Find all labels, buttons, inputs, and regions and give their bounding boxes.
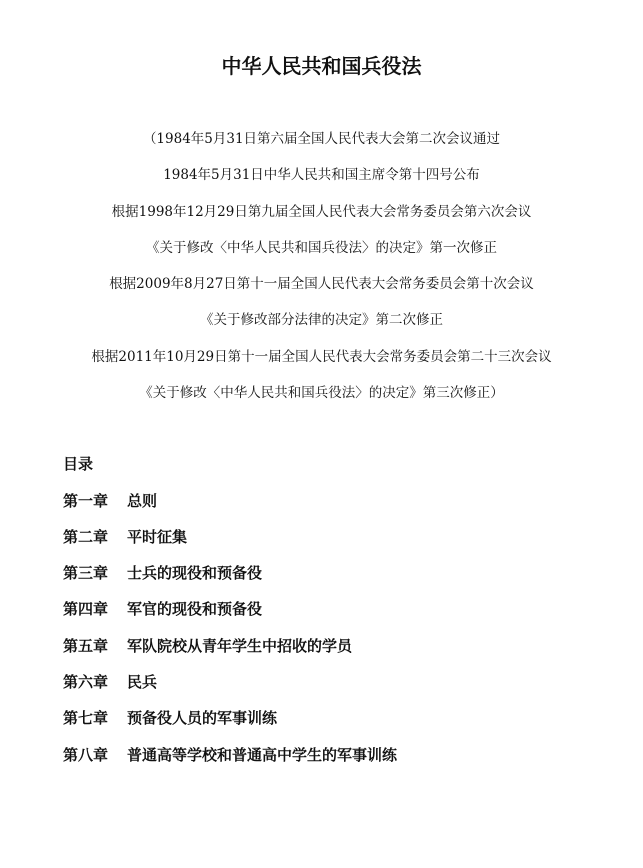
chapter-title: 普通高等学校和普通高中学生的军事训练 [127, 745, 398, 764]
history-line: 1984年5月31日中华人民共和国主席令第十四号公布 [163, 167, 480, 184]
toc-item[interactable] [63, 525, 603, 561]
chapter-title: 总则 [127, 491, 158, 510]
chapter-title: 平时征集 [127, 527, 188, 546]
legislative-history [0, 127, 643, 417]
toc-item[interactable] [63, 706, 603, 742]
chapter-number: 第八章 [63, 745, 109, 764]
chapter-number: 第一章 [63, 491, 109, 510]
toc-item[interactable] [63, 597, 603, 633]
toc-item[interactable] [63, 670, 603, 706]
table-of-contents [63, 452, 603, 779]
history-line: 《关于修改部分法律的决定》第二次修正 [200, 312, 443, 329]
chapter-number: 第四章 [63, 600, 109, 619]
chapter-title: 军官的现役和预备役 [127, 600, 263, 619]
chapter-number: 第五章 [63, 636, 109, 655]
chapter-number: 第六章 [63, 672, 109, 691]
chapter-number: 第三章 [63, 564, 109, 583]
toc-list [63, 489, 603, 779]
history-line: 根据2011年10月29日第十一届全国人民代表大会常务委员会第二十三次会议 [91, 348, 552, 365]
toc-item[interactable] [63, 489, 603, 525]
toc-item[interactable] [63, 634, 603, 670]
chapter-number: 第二章 [63, 527, 109, 546]
document-title: 中华人民共和国兵役法 [221, 54, 422, 78]
history-line: 《关于修改〈中华人民共和国兵役法〉的决定》第一次修正 [146, 239, 497, 256]
toc-item[interactable] [63, 561, 603, 597]
chapter-title: 军队院校从青年学生中招收的学员 [127, 636, 353, 655]
toc-item[interactable] [63, 743, 603, 779]
history-line: 根据1998年12月29日第九届全国人民代表大会常务委员会第六次会议 [111, 203, 532, 220]
chapter-title: 预备役人员的军事训练 [127, 709, 278, 728]
history-line: 《关于修改〈中华人民共和国兵役法〉的决定》第三次修正） [139, 385, 504, 402]
chapter-number: 第七章 [63, 709, 109, 728]
chapter-title: 士兵的现役和预备役 [127, 564, 263, 583]
history-line: （1984年5月31日第六届全国人民代表大会第二次会议通过 [142, 131, 501, 147]
chapter-title: 民兵 [127, 672, 158, 691]
toc-heading: 目录 [63, 455, 94, 473]
history-line: 根据2009年8月27日第十一届全国人民代表大会常务委员会第十次会议 [109, 276, 534, 293]
